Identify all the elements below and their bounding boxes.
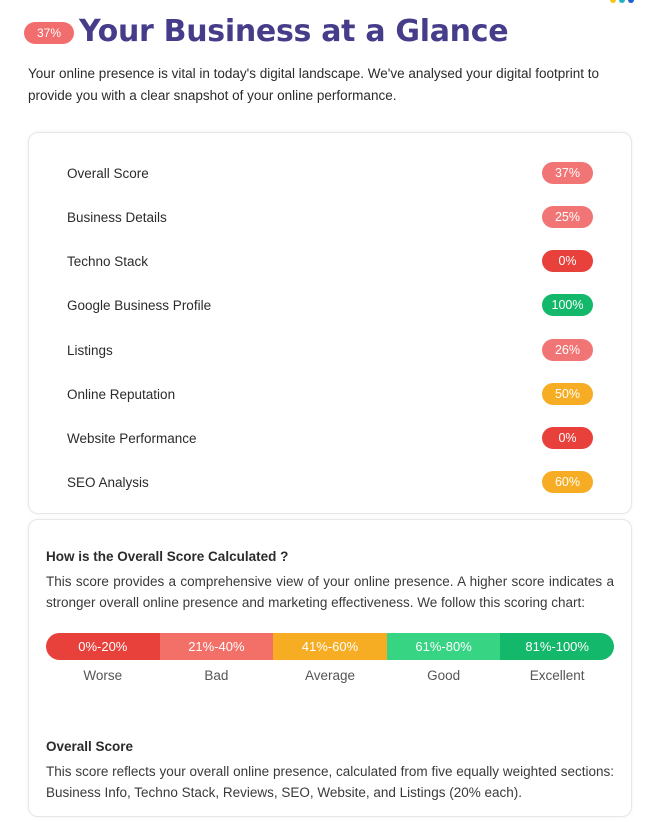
score-row: [67, 249, 593, 273]
score-badge: 60%: [542, 471, 593, 493]
page-header: [24, 14, 508, 49]
score-label: Listings: [67, 342, 113, 358]
brand-dot: [619, 0, 625, 3]
scale-segment: 0%-20%: [46, 633, 160, 660]
score-badge: 25%: [542, 206, 593, 228]
score-label: Website Performance: [67, 430, 197, 446]
overall-score-heading: Overall Score: [46, 739, 134, 754]
score-explanation-card: [28, 519, 632, 817]
brand-dot: [610, 0, 616, 3]
page-title: Your Business at a Glance: [79, 14, 509, 49]
overall-score-badge: 37%: [24, 22, 74, 44]
score-row: [67, 205, 593, 229]
calculation-heading: How is the Overall Score Calculated ?: [46, 549, 289, 564]
overall-score-text: This score reflects your overall online presence, calculated from five equally weighted sections: Business Info, Techno Stack, Reviews, SEO, Website, and Listings (20% each).: [46, 764, 614, 800]
scale-segment: 61%-80%: [387, 633, 501, 660]
scale-label: Good: [427, 668, 461, 683]
brand-dot: [628, 0, 634, 3]
score-label: Online Reputation: [67, 386, 176, 402]
scale-label: Excellent: [529, 668, 585, 683]
score-row: [67, 426, 593, 450]
scale-segment: 21%-40%: [160, 633, 274, 660]
score-label: Techno Stack: [67, 253, 149, 269]
score-badge: 26%: [542, 339, 593, 361]
scoring-scale-labels: [46, 668, 614, 683]
score-badge: 37%: [542, 162, 593, 184]
score-badge: 0%: [542, 427, 593, 449]
scoring-scale-bar: [46, 633, 614, 660]
calculation-text: This score provides a comprehensive view of your online presence. A higher score indicates a stronger overall online presence and marketing effectiveness. We follow this scoring chart:: [46, 574, 614, 610]
score-badge: 50%: [542, 383, 593, 405]
brand-dots: [610, 0, 634, 3]
score-badge: 0%: [542, 250, 593, 272]
score-row: [67, 382, 593, 406]
score-row: [67, 470, 593, 494]
score-row: [67, 161, 593, 185]
scale-label: Worse: [83, 668, 123, 683]
score-label: Business Details: [67, 209, 167, 225]
scale-label: Bad: [204, 668, 229, 683]
score-label: Overall Score: [67, 165, 149, 181]
intro-text: Your online presence is vital in today's digital landscape. We've analysed your digital footprint to provide you with a clear snapshot of your online performance.: [28, 66, 599, 103]
score-label: SEO Analysis: [67, 474, 149, 490]
scale-label: Average: [304, 668, 355, 683]
score-label: Google Business Profile: [67, 297, 212, 313]
score-summary-card: [28, 132, 632, 514]
scale-segment: 41%-60%: [273, 633, 387, 660]
score-row: [67, 338, 593, 362]
score-badge: 100%: [542, 294, 593, 316]
scale-segment: 81%-100%: [500, 633, 614, 660]
score-row: [67, 293, 593, 317]
